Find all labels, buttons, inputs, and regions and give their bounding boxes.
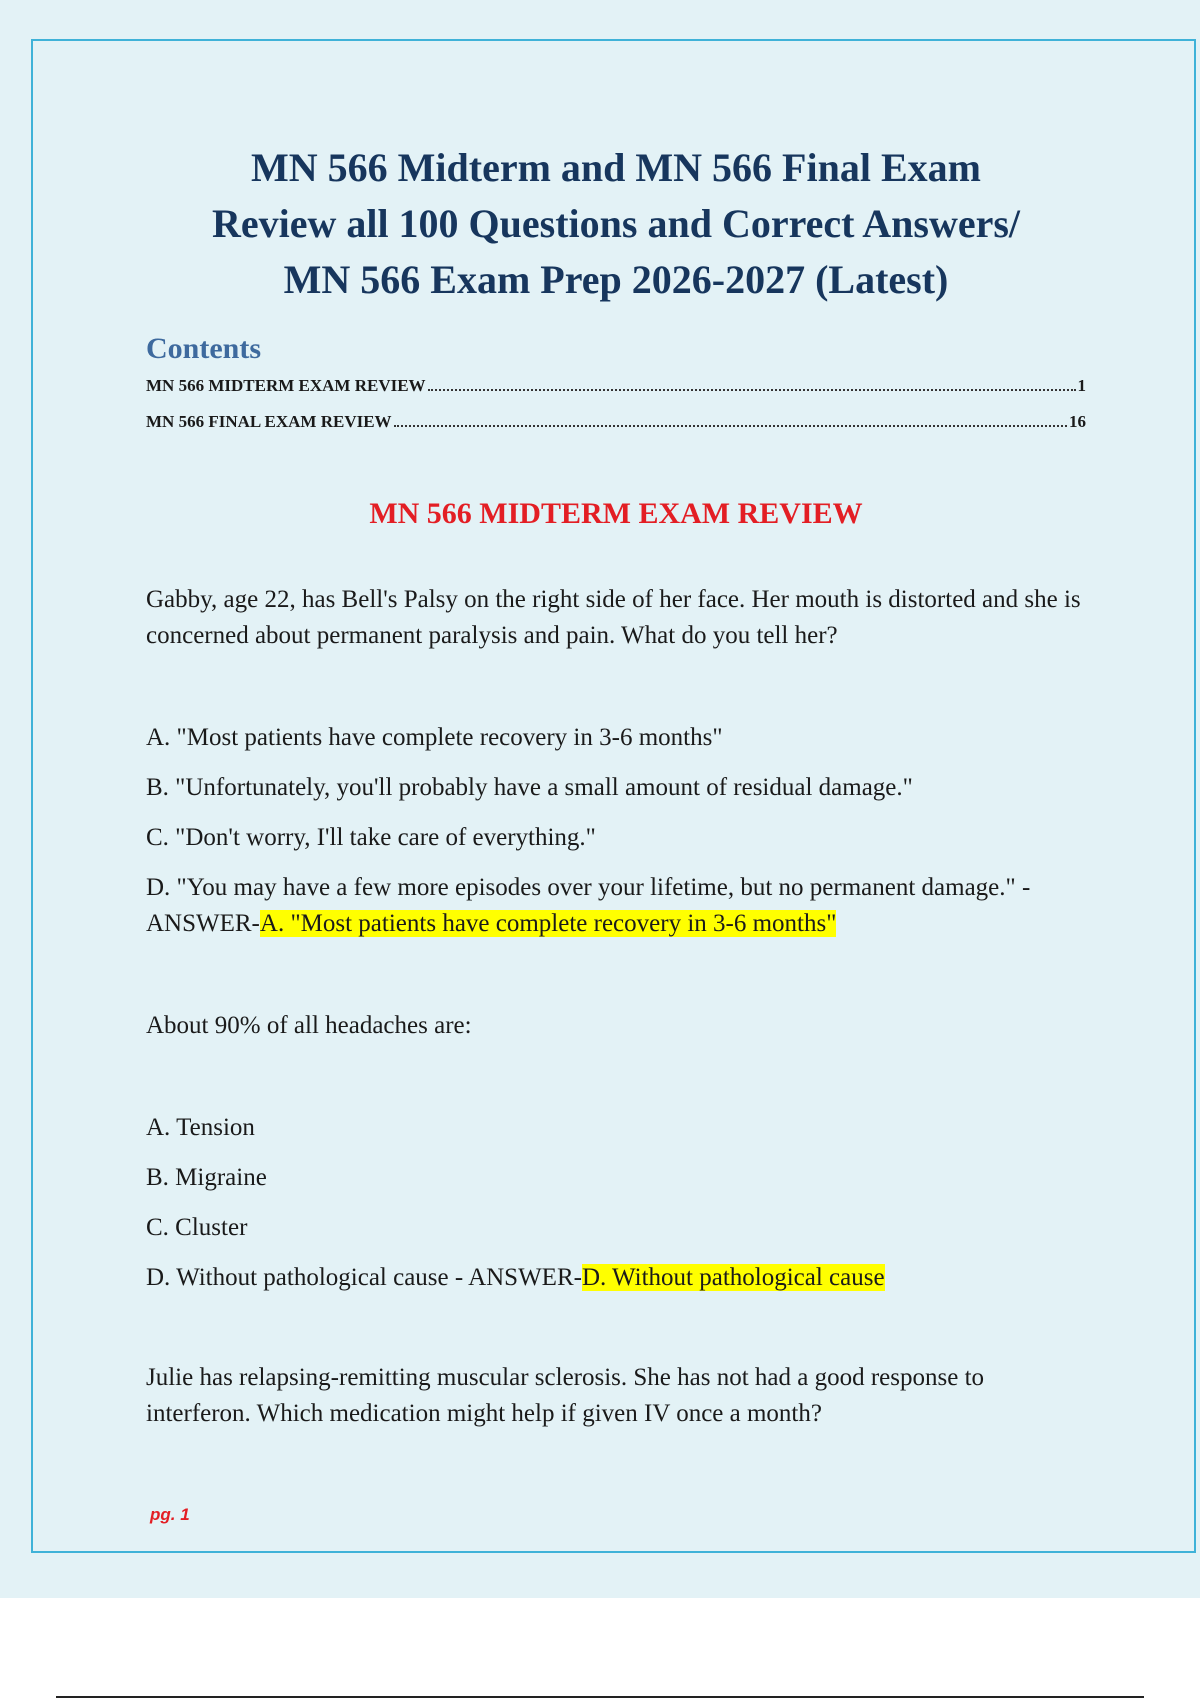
question-2-options xyxy=(146,1110,1086,1296)
option-b: B. Migraine xyxy=(146,1164,267,1191)
toc-entry-label: MN 566 FINAL EXAM REVIEW xyxy=(146,412,392,431)
option-d-with-answer xyxy=(146,1260,1086,1296)
question-3-stem: Julie has relapsing-remitting muscular sclerosis. She has not had a good response to interferon. Which medication might help if given IV once a month? xyxy=(146,1364,985,1427)
option-d-text: D. "You may have a few more episodes over your lifetime, but no permanent damage." - ANSWER- xyxy=(146,874,1031,937)
contents-heading: Contents xyxy=(146,332,262,365)
answer-highlight: D. Without pathological cause xyxy=(581,1264,885,1291)
answer-highlight: A. "Most patients have complete recovery in 3-6 months" xyxy=(259,910,837,937)
toc-entry-page: 1 xyxy=(1077,376,1086,395)
question-1-stem: Gabby, age 22, has Bell's Palsy on the right side of her face. Her mouth is distorted and she is concerned about permanent paralysis and pain. What do you tell her? xyxy=(146,586,1081,649)
document-body xyxy=(146,140,1086,1432)
toc-entry-label: MN 566 MIDTERM EXAM REVIEW xyxy=(146,376,426,395)
option-c: C. Cluster xyxy=(146,1214,248,1241)
document-title xyxy=(146,140,1086,308)
title-line-1: MN 566 Midterm and MN 566 Final Exam xyxy=(251,145,981,190)
option-d-text: D. Without pathological cause - ANSWER- xyxy=(146,1264,582,1291)
option-b: B. "Unfortunately, you'll probably have a small amount of residual damage." xyxy=(146,774,913,801)
option-c: C. "Don't worry, I'll take care of everything." xyxy=(146,824,596,851)
section-heading: MN 566 MIDTERM EXAM REVIEW xyxy=(369,497,863,530)
question-1-options xyxy=(146,720,1086,942)
toc-dot-leader xyxy=(394,425,1067,427)
page-number: pg. 1 xyxy=(150,1505,190,1524)
option-d-with-answer xyxy=(146,870,1086,942)
title-line-3: MN 566 Exam Prep 2026-2027 (Latest) xyxy=(283,257,949,302)
page-divider xyxy=(56,1696,1144,1698)
toc-entry-page: 16 xyxy=(1069,412,1086,431)
toc-entry-final[interactable] xyxy=(146,404,1086,440)
option-a: A. "Most patients have complete recovery in 3-6 months" xyxy=(146,724,723,751)
toc-dot-leader xyxy=(428,389,1076,391)
question-2-stem: About 90% of all headaches are: xyxy=(146,1012,472,1039)
toc-entry-midterm[interactable] xyxy=(146,368,1086,404)
option-a: A. Tension xyxy=(146,1114,255,1141)
title-line-2: Review all 100 Questions and Correct Answers/ xyxy=(211,201,1021,246)
